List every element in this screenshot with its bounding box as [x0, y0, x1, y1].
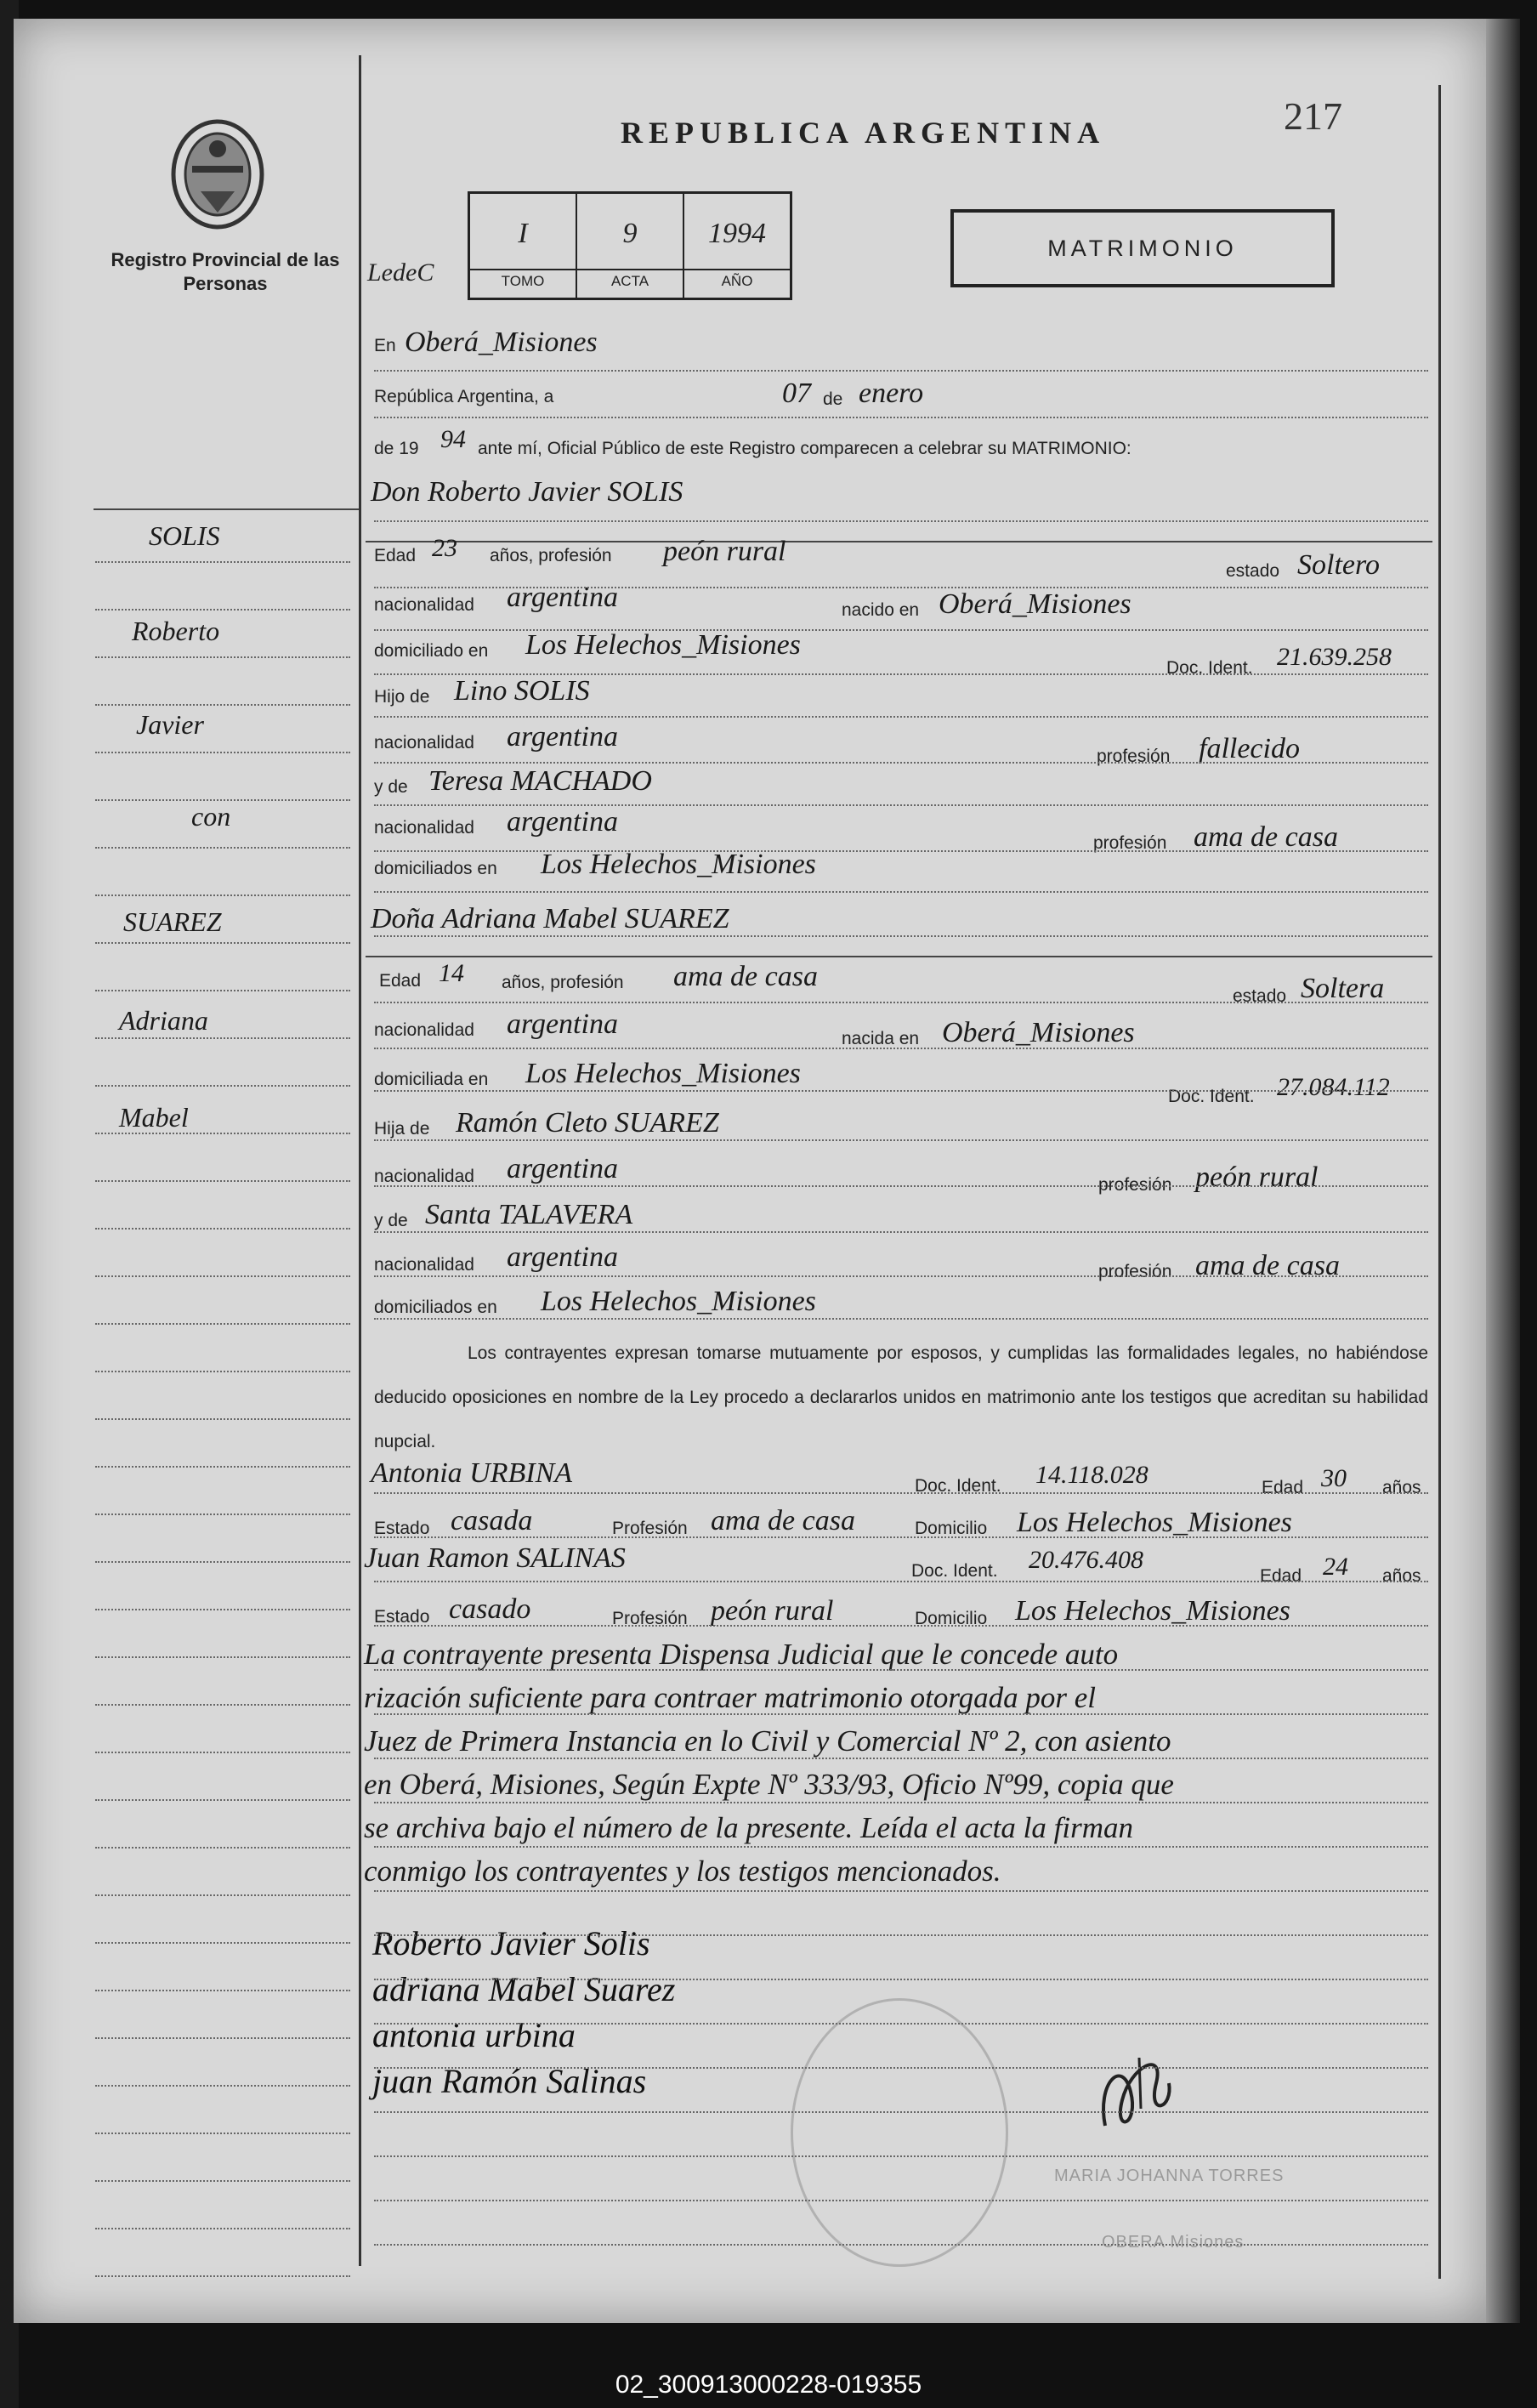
margin-dotted-line [95, 799, 350, 801]
form-dotted-line [374, 1231, 1428, 1233]
margin-dotted-line [95, 609, 350, 611]
country-title: REPUBLICA ARGENTINA [621, 116, 1106, 150]
margin-dotted-line [95, 561, 350, 563]
de-label: de [823, 389, 843, 409]
margin-dotted-line [95, 1847, 350, 1849]
stamp-name: MARIA JOHANNA TORRES [1054, 2167, 1285, 2185]
margin-dotted-line [95, 2180, 350, 2182]
doc-label: Doc. Ident. [1168, 1087, 1255, 1106]
groom-name: Don Roberto Javier SOLIS [371, 476, 683, 508]
form-dotted-line [374, 1318, 1428, 1320]
form-dotted-line [374, 1185, 1428, 1187]
anos-label: años, profesión [490, 546, 612, 565]
form-dotted-line [374, 1979, 1428, 1980]
nacionalidad-label: nacionalidad [374, 733, 474, 752]
form-dotted-line [374, 891, 1428, 893]
groom-father-profession: fallecido [1199, 733, 1300, 764]
note-line: conmigo los contrayentes y los testigos mencionados. [364, 1854, 1001, 1888]
footer-id: 02_300913000228-019355 [615, 2371, 922, 2399]
profesion-label: profesión [1098, 1262, 1172, 1281]
anos-label: años [1382, 1566, 1421, 1586]
ano-value: 1994 [708, 218, 766, 249]
official-seal [791, 1998, 1008, 2267]
form-dotted-line [374, 1581, 1428, 1582]
estado-label: estado [1233, 986, 1287, 1006]
margin-name: Roberto [132, 616, 220, 646]
form-dotted-line [374, 1846, 1428, 1848]
groom-rule [366, 541, 1432, 542]
groom-profession: peón rural [663, 536, 786, 567]
signature-witness-1: antonia urbina [372, 2016, 576, 2054]
year-label: de 19 [374, 439, 419, 458]
margin-dotted-line [95, 1799, 350, 1801]
witness-2-profession: peón rural [711, 1595, 834, 1627]
republica-label: República Argentina, a [374, 387, 554, 406]
margin-name: con [191, 801, 231, 832]
bride-doc: 27.084.112 [1277, 1073, 1390, 1101]
bride-name: Doña Adriana Mabel SUAREZ [371, 903, 729, 934]
witness-2-address: Los Helechos_Misiones [1015, 1595, 1290, 1627]
official-signature-icon [1088, 2032, 1190, 2151]
form-dotted-line [374, 2023, 1428, 2025]
groom-address: Los Helechos_Misiones [525, 629, 801, 661]
margin-dotted-line [95, 1275, 350, 1277]
margin-name: Javier [136, 709, 204, 740]
groom-mother-profession: ama de casa [1194, 821, 1338, 853]
declaration-text: Los contrayentes expresan tomarse mutuamente por esposos, y cumplidas las formalidades legales, no habiéndose deducido oposiciones en nombre de la Ley procedo a declararlos unidos en matrimonio ante los testigos que acreditan su habilidad nupcial. [374, 1343, 1428, 1451]
stamp-place: OBERA Misiones [1102, 2233, 1245, 2252]
mother-label: y de [374, 777, 408, 797]
margin-dotted-line [95, 1609, 350, 1610]
groom-birthplace: Oberá_Misiones [939, 588, 1131, 620]
tomo-label: TOMO [470, 269, 576, 290]
witness-2-doc: 20.476.408 [1029, 1546, 1143, 1574]
margin-dotted-line [95, 1656, 350, 1658]
witness-2-estado: casado [449, 1593, 531, 1625]
registry-name: Registro Provincial de las Personas [111, 249, 340, 294]
born-label: nacido en [842, 600, 920, 620]
bride-mother-profession: ama de casa [1195, 1250, 1340, 1281]
margin-dotted-line [95, 1037, 350, 1039]
bride-address: Los Helechos_Misiones [525, 1058, 801, 1089]
form-dotted-line [374, 1090, 1428, 1092]
bride-mother: Santa TALAVERA [425, 1199, 633, 1230]
anos-label: años [1382, 1478, 1421, 1497]
form-dotted-line [374, 1139, 1428, 1141]
margin-dotted-line [95, 1371, 350, 1372]
margin-dotted-line [95, 2275, 350, 2277]
signature-groom: Roberto Javier Solis [372, 1924, 650, 1962]
groom-nationality: argentina [507, 582, 618, 613]
form-dotted-line [374, 1713, 1428, 1715]
groom-mother-nationality: argentina [507, 806, 618, 838]
nacionalidad-label: nacionalidad [374, 1167, 474, 1186]
margin-name: SOLIS [149, 520, 220, 551]
form-dotted-line [374, 1492, 1428, 1494]
mother-label: y de [374, 1211, 408, 1230]
left-column-rule [359, 55, 361, 2266]
form-dotted-line [374, 850, 1428, 852]
nacionalidad-label: nacionalidad [374, 1255, 474, 1275]
form-dotted-line [374, 629, 1428, 631]
nacionalidad-label: nacionalidad [374, 818, 474, 838]
form-dotted-line [374, 370, 1428, 372]
place: Oberá_Misiones [405, 327, 598, 358]
margin-dotted-line [95, 1990, 350, 1991]
form-dotted-line [374, 2067, 1428, 2069]
edad-label: Edad [379, 971, 422, 991]
bride-rule [366, 956, 1432, 957]
tomo-value: I [518, 218, 528, 249]
witness-1-address: Los Helechos_Misiones [1017, 1507, 1292, 1538]
note-line: Juez de Primera Instancia en lo Civil y Comercial Nº 2, con asiento [364, 1724, 1171, 1758]
bride-father: Ramón Cleto SUAREZ [456, 1107, 719, 1139]
edad-label: Edad [1262, 1478, 1304, 1497]
witness-1-estado: casada [451, 1505, 533, 1536]
form-dotted-line [374, 716, 1428, 718]
note-line: se archiva bajo el número de la presente. Leída el acta la firman [364, 1811, 1133, 1844]
form-dotted-line [374, 804, 1428, 806]
father-label: Hijo de [374, 687, 430, 707]
margin-name: Mabel [119, 1102, 189, 1133]
en-label: En [374, 336, 396, 355]
margin-dotted-line [95, 2133, 350, 2134]
form-dotted-line [374, 2244, 1428, 2246]
margin-dotted-line [95, 1514, 350, 1515]
margin-dotted-line [95, 1323, 350, 1325]
note-line: rización suficiente para contraer matrimonio otorgada por el [364, 1681, 1097, 1714]
signature-witness-2: juan Ramón Salinas [372, 2062, 647, 2100]
doc-label: Doc. Ident. [1166, 658, 1253, 678]
edad-label: Edad [374, 546, 417, 565]
margin-dotted-line [95, 942, 350, 944]
bride-birthplace: Oberá_Misiones [942, 1017, 1135, 1048]
dom-label: domiciliada en [374, 1070, 489, 1089]
form-dotted-line [374, 1625, 1428, 1627]
domicilio-label: Domicilio [915, 1609, 988, 1628]
form-dotted-line [374, 1758, 1428, 1759]
margin-dotted-line [95, 2228, 350, 2229]
note-line: en Oberá, Misiones, Según Expte Nº 333/93, Oficio Nº99, copia que [364, 1768, 1174, 1801]
witness-2-name: Juan Ramon SALINAS [364, 1542, 626, 1574]
book-code: LedeC [367, 258, 434, 287]
nacionalidad-label: nacionalidad [374, 595, 474, 615]
estado-label: Estado [374, 1519, 430, 1538]
margin-dotted-line [95, 752, 350, 753]
margin-dotted-line [95, 1561, 350, 1563]
margin-name: SUAREZ [123, 906, 222, 937]
profesion-label: profesión [1097, 747, 1171, 766]
signature-bride: adriana Mabel Suarez [372, 1970, 676, 2008]
margin-dotted-line [95, 1133, 350, 1134]
right-column-rule [1438, 85, 1441, 2279]
margin-dotted-line [95, 1418, 350, 1420]
margin-name: Adriana [119, 1005, 208, 1036]
margin-dotted-line [95, 1942, 350, 1944]
month: enero [859, 378, 924, 409]
witness-1-profession: ama de casa [711, 1505, 855, 1536]
bride-parents-address: Los Helechos_Misiones [541, 1286, 816, 1317]
acta-value: 9 [622, 218, 638, 249]
form-dotted-line [374, 520, 1428, 522]
record-type: MATRIMONIO [950, 209, 1335, 287]
bride-father-profession: peón rural [1195, 1161, 1319, 1193]
margin-dotted-line [95, 1180, 350, 1182]
ano-label: AÑO [684, 269, 790, 290]
witness-1-doc: 14.118.028 [1035, 1461, 1148, 1489]
margin-dotted-line [95, 894, 350, 896]
father-label: Hija de [374, 1119, 430, 1139]
dom-label: domiciliado en [374, 641, 489, 661]
groom-father-nationality: argentina [507, 721, 618, 752]
note-line: La contrayente presenta Dispensa Judicial que le concede auto [364, 1638, 1119, 1671]
year: 94 [440, 425, 466, 453]
form-dotted-line [374, 1536, 1428, 1538]
bride-father-nationality: argentina [507, 1153, 618, 1184]
witness-1-age: 30 [1321, 1464, 1347, 1492]
bride-estado: Soltera [1301, 973, 1385, 1004]
margin-dotted-line [95, 1466, 350, 1468]
day: 07 [782, 378, 811, 409]
margin-dotted-line [95, 1894, 350, 1896]
domicilio-label: Domicilio [915, 1519, 988, 1538]
nacionalidad-label: nacionalidad [374, 1020, 474, 1040]
margin-dotted-line [95, 2085, 350, 2087]
bride-age: 14 [439, 959, 464, 987]
coat-of-arms-icon [167, 115, 269, 234]
margin-dotted-line [95, 847, 350, 849]
ante-text: ante mí, Oficial Público de este Registro comparecen a celebrar su MATRIMONIO: [478, 439, 1131, 458]
form-dotted-line [374, 1934, 1428, 1936]
form-dotted-line [374, 673, 1428, 675]
notes-block [364, 1633, 1435, 1893]
form-dotted-line [374, 762, 1428, 764]
doc-label: Doc. Ident. [915, 1476, 1001, 1496]
form-dotted-line [374, 1890, 1428, 1892]
record-number-boxes [468, 191, 792, 300]
groom-estado: Soltero [1297, 549, 1380, 581]
margin-dotted-line [95, 704, 350, 706]
groom-doc: 21.639.258 [1277, 643, 1392, 671]
page-edge [1486, 19, 1520, 2323]
margin-rule [94, 508, 359, 510]
doc-label: Doc. Ident. [911, 1561, 998, 1581]
margin-dotted-line [95, 1704, 350, 1706]
witness-2-age: 24 [1323, 1553, 1348, 1581]
profesion-label: Profesión [612, 1609, 688, 1628]
page-number: 217 [1284, 94, 1342, 138]
form-dotted-line [374, 935, 1428, 937]
form-dotted-line [374, 1275, 1428, 1277]
form-dotted-line [374, 2111, 1428, 2113]
groom-age: 23 [432, 534, 457, 562]
bride-nationality: argentina [507, 1008, 618, 1040]
profesion-label: profesión [1098, 1175, 1172, 1195]
form-dotted-line [374, 2200, 1428, 2201]
groom-parents-address: Los Helechos_Misiones [541, 849, 816, 880]
margin-dotted-line [95, 1085, 350, 1087]
margin-dotted-line [95, 1228, 350, 1230]
margin-dotted-line [95, 656, 350, 658]
witness-1-name: Antonia URBINA [371, 1457, 573, 1489]
profesion-label: profesión [1093, 833, 1167, 853]
parents-dom-label: domiciliados en [374, 859, 497, 878]
born-label: nacida en [842, 1029, 920, 1048]
form-dotted-line [374, 1669, 1428, 1671]
edad-label: Edad [1260, 1566, 1302, 1586]
form-dotted-line [374, 1048, 1428, 1049]
estado-label: Estado [374, 1607, 430, 1627]
estado-label: estado [1226, 561, 1280, 581]
form-dotted-line [374, 587, 1428, 588]
margin-dotted-line [95, 990, 350, 991]
form-dotted-line [374, 1802, 1428, 1803]
profesion-label: Profesión [612, 1519, 688, 1538]
bride-profession: ama de casa [673, 961, 818, 992]
form-dotted-line [374, 1002, 1428, 1003]
margin-dotted-line [95, 2037, 350, 2039]
margin-dotted-line [95, 1752, 350, 1753]
form-dotted-line [374, 2155, 1428, 2157]
acta-label: ACTA [577, 269, 683, 290]
groom-father: Lino SOLIS [454, 675, 590, 707]
bride-mother-nationality: argentina [507, 1241, 618, 1273]
form-dotted-line [374, 417, 1428, 418]
parents-dom-label: domiciliados en [374, 1298, 497, 1317]
groom-mother: Teresa MACHADO [428, 765, 652, 797]
anos-label: años, profesión [502, 973, 624, 992]
